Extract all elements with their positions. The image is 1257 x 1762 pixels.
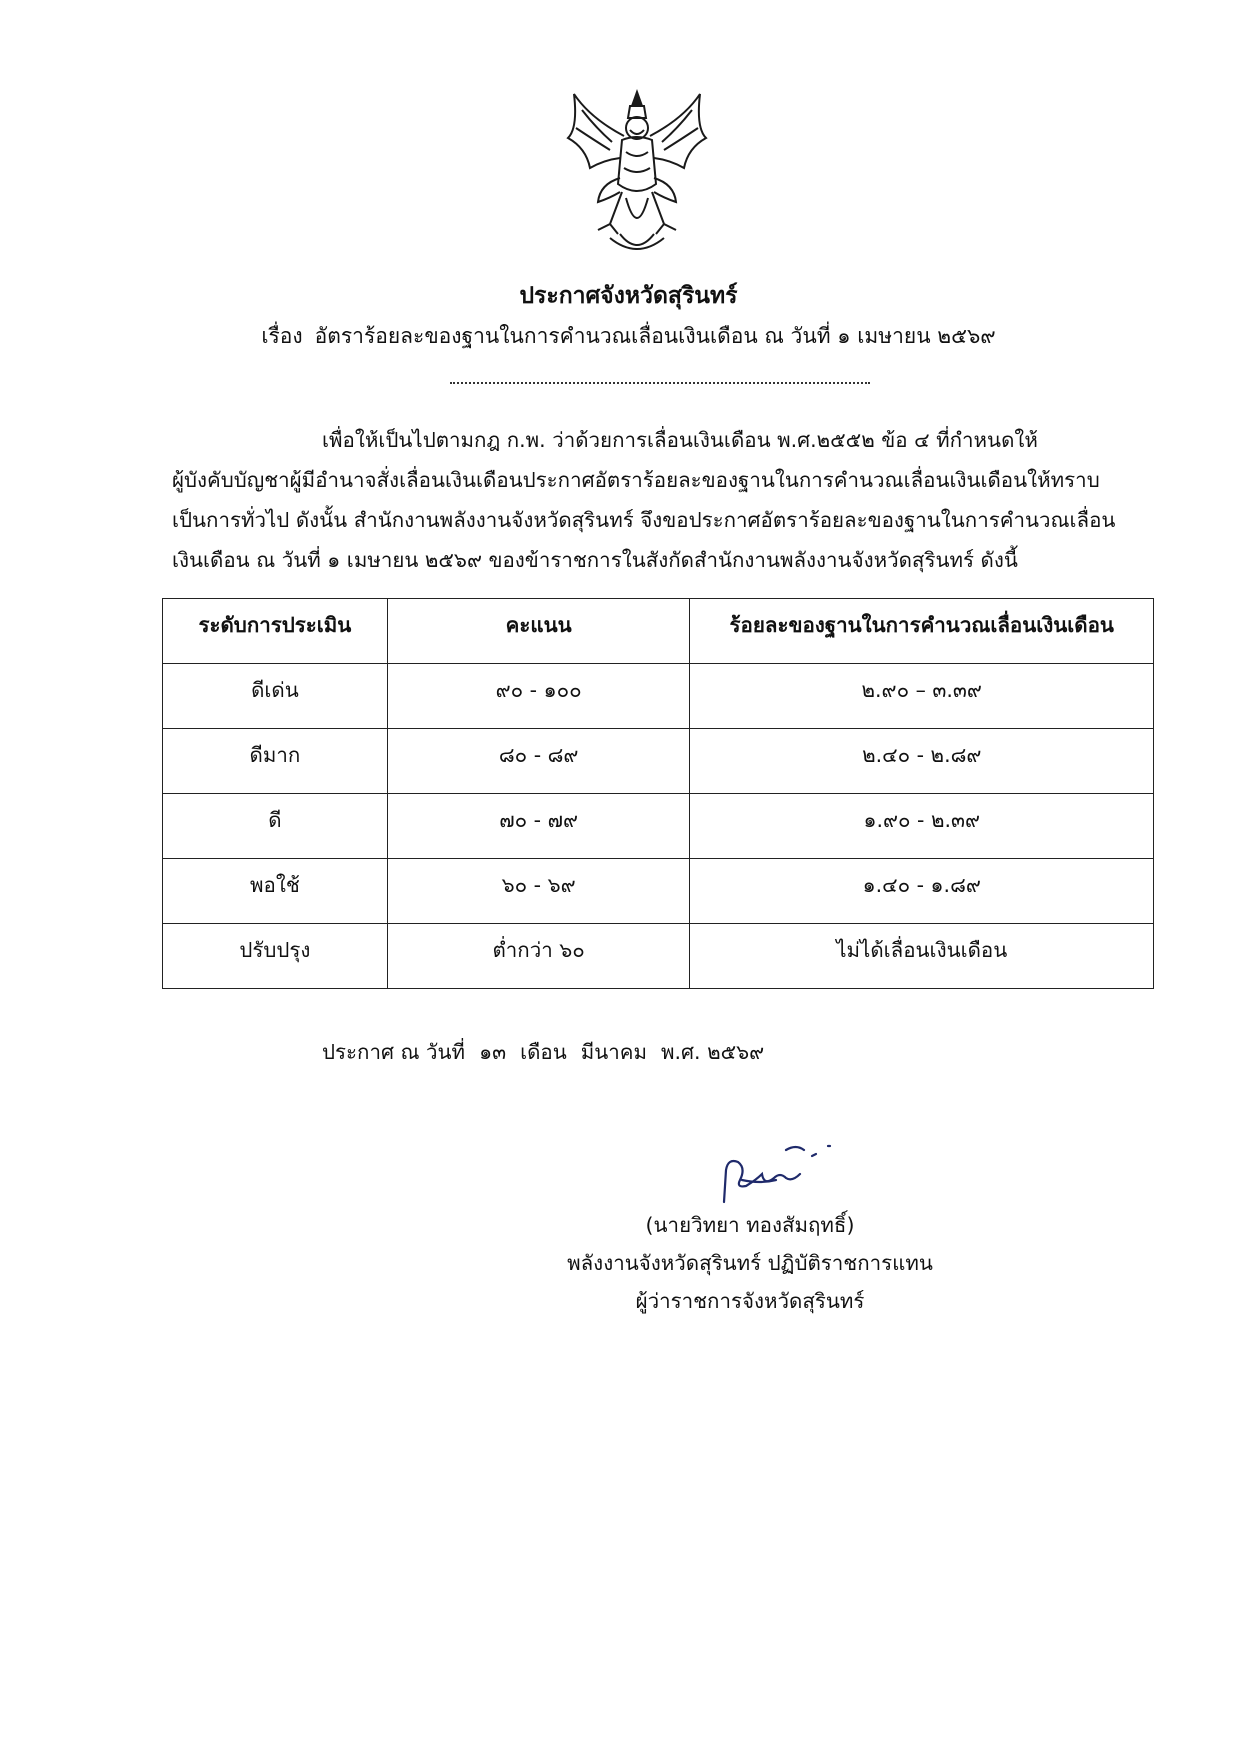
cell-score: ๗๐ - ๗๙ [387, 794, 690, 859]
cell-percentage: ๒.๙๐ – ๓.๓๙ [690, 664, 1154, 729]
header-score: คะแนน [387, 599, 690, 664]
garuda-emblem-icon [560, 88, 714, 258]
table-header-row [163, 599, 1154, 664]
cell-percentage: ๑.๙๐ - ๒.๓๙ [690, 794, 1154, 859]
table-row [163, 729, 1154, 794]
cell-percentage: ไม่ได้เลื่อนเงินเดือน [690, 924, 1154, 989]
signer-position-2: ผู้ว่าราชการจังหวัดสุรินทร์ [635, 1289, 865, 1313]
announcement-title: ประกาศจังหวัดสุรินทร์ [519, 283, 738, 309]
subject-text: อัตราร้อยละของฐานในการคำนวณเลื่อนเงินเดือน ณ วันที่ ๑ เมษายน ๒๕๖๙ [314, 324, 996, 348]
date-day: ๑๓ [479, 1040, 507, 1064]
table-row [163, 859, 1154, 924]
cell-level: ดีมาก [163, 729, 388, 794]
cell-score: ๘๐ - ๘๙ [387, 729, 690, 794]
cell-score: ต่ำกว่า ๖๐ [387, 924, 690, 989]
cell-level: พอใช้ [163, 859, 388, 924]
body-line: ผู้บังคับบัญชาผู้มีอำนาจสั่งเลื่อนเงินเดือนประกาศอัตราร้อยละของฐานในการคำนวณเลื่อนเงินเดือนให้ทราบ [172, 468, 1100, 492]
dotted-divider [450, 382, 870, 384]
table-row [163, 924, 1154, 989]
salary-rate-table [162, 598, 1154, 989]
cell-score: ๙๐ - ๑๐๐ [387, 664, 690, 729]
announcement-subject [0, 318, 1257, 354]
cell-level: ดีเด่น [163, 664, 388, 729]
cell-level: ปรับปรุง [163, 924, 388, 989]
body-line: เป็นการทั่วไป ดังนั้น สำนักงานพลังงานจังหวัดสุรินทร์ จึงขอประกาศอัตราร้อยละของฐานในการคำนวณเลื่อน [172, 508, 1116, 532]
header-evaluation-level: ระดับการประเมิน [163, 599, 388, 664]
table-row [163, 664, 1154, 729]
subject-label: เรื่อง [261, 324, 303, 348]
header-percentage: ร้อยละของฐานในการคำนวณเลื่อนเงินเดือน [690, 599, 1154, 664]
cell-level: ดี [163, 794, 388, 859]
cell-percentage: ๑.๔๐ - ๑.๘๙ [690, 859, 1154, 924]
table-row [163, 794, 1154, 859]
signer-name: (นายวิทยา ทองสัมฤทธิ์) [645, 1213, 855, 1237]
date-year: พ.ศ. ๒๕๖๙ [661, 1040, 765, 1064]
handwritten-signature [716, 1140, 846, 1212]
announcement-date [322, 1032, 1122, 1072]
body-paragraph [172, 420, 1162, 580]
date-month-label: เดือน [520, 1040, 567, 1064]
date-month: มีนาคม [580, 1040, 648, 1064]
signer-block [500, 1206, 1000, 1320]
cell-percentage: ๒.๔๐ - ๒.๘๙ [690, 729, 1154, 794]
body-line: เงินเดือน ณ วันที่ ๑ เมษายน ๒๕๖๙ ของข้าราชการในสังกัดสำนักงานพลังงานจังหวัดสุรินทร์ ดังนี้ [172, 548, 1018, 572]
cell-score: ๖๐ - ๖๙ [387, 859, 690, 924]
signer-position: พลังงานจังหวัดสุรินทร์ ปฏิบัติราชการแทน [567, 1251, 933, 1275]
body-line: เพื่อให้เป็นไปตามกฎ ก.พ. ว่าด้วยการเลื่อนเงินเดือน พ.ศ.๒๕๕๒ ข้อ ๔ ที่กำหนดให้ [322, 428, 1038, 452]
date-prefix: ประกาศ ณ วันที่ [322, 1040, 466, 1064]
